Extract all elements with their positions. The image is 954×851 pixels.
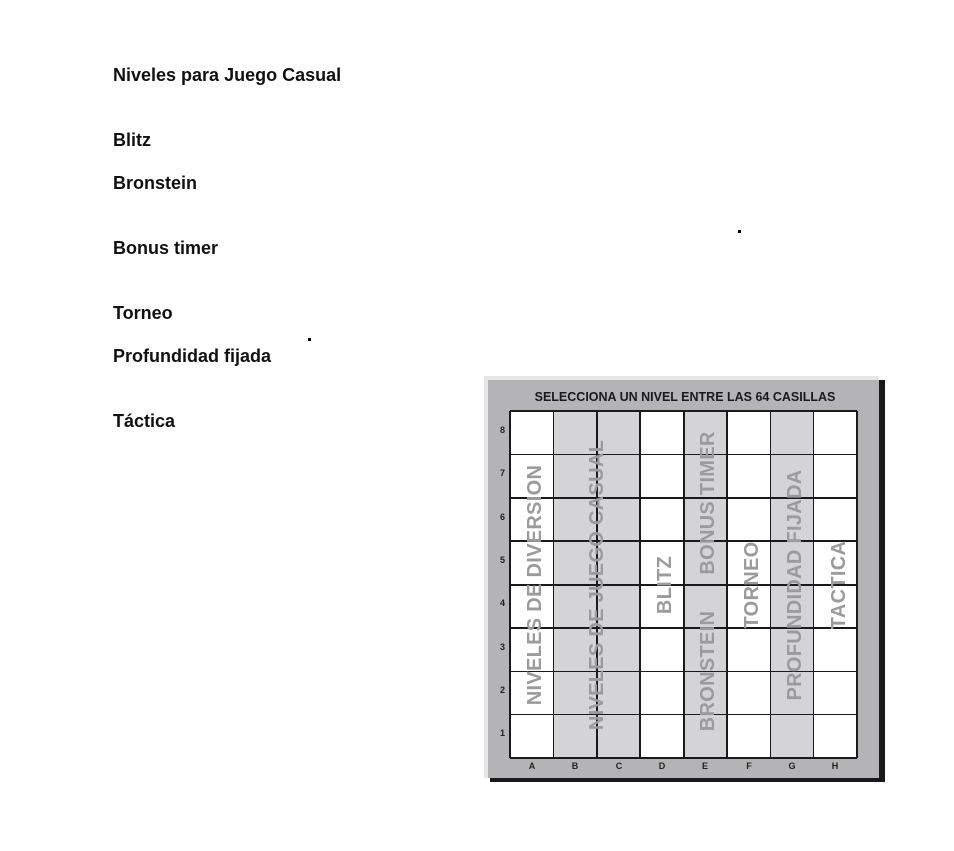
grid-line-vertical xyxy=(856,411,858,758)
rank-label: 4 xyxy=(500,598,506,608)
file-label: C xyxy=(615,761,623,771)
heading-tactics: Táctica xyxy=(113,411,176,431)
grid-line-vertical xyxy=(726,411,728,758)
heading-blitz: Blitz xyxy=(113,130,151,150)
heading-tournament: Torneo xyxy=(113,303,173,323)
file-label: E xyxy=(701,761,708,771)
heading-fixed-depth: Profundidad fijada xyxy=(113,346,272,366)
column-label-casual-levels: NIVELES DE JUEGO CASUAL xyxy=(586,439,608,731)
heading-casual-levels: Niveles para Juego Casual xyxy=(113,65,342,85)
file-label: H xyxy=(831,761,839,771)
grid-line-vertical xyxy=(770,411,772,758)
rank-label: 7 xyxy=(500,468,506,478)
heading-bronstein: Bronstein xyxy=(113,173,198,193)
stray-dot-mark xyxy=(738,230,741,233)
board-title: SELECCIONA UN NIVEL ENTRE LAS 64 CASILLAS xyxy=(534,390,836,404)
rank-label: 8 xyxy=(500,425,506,435)
file-label: A xyxy=(528,761,536,771)
column-label-bronstein: BRONSTEIN xyxy=(697,610,719,732)
file-label: D xyxy=(658,761,666,771)
file-label: F xyxy=(746,761,752,771)
rank-label: 2 xyxy=(500,685,506,695)
stray-dot-mark xyxy=(308,338,311,341)
rank-label: 1 xyxy=(500,728,506,738)
grid-line-horizontal xyxy=(510,757,857,759)
grid-line-horizontal xyxy=(510,714,857,716)
file-label: B xyxy=(571,761,579,771)
column-label-fun-levels: NIVELES DE DIVERSION xyxy=(524,464,546,706)
column-label-tactics: TACTICA xyxy=(828,540,850,630)
heading-bonus-timer: Bonus timer xyxy=(113,238,219,258)
column-label-blitz: BLITZ xyxy=(654,555,676,615)
rank-label: 5 xyxy=(500,555,506,565)
rank-label: 3 xyxy=(500,642,506,652)
grid-line-vertical xyxy=(813,411,815,758)
column-label-bonus-timer: BONUS TIMER xyxy=(697,431,719,575)
column-label-fixed-depth: PROFUNDIDAD FIJADA xyxy=(784,469,806,701)
column-label-tournament: TORNEO xyxy=(741,541,763,629)
rank-label: 6 xyxy=(500,512,506,522)
file-label: G xyxy=(788,761,796,771)
